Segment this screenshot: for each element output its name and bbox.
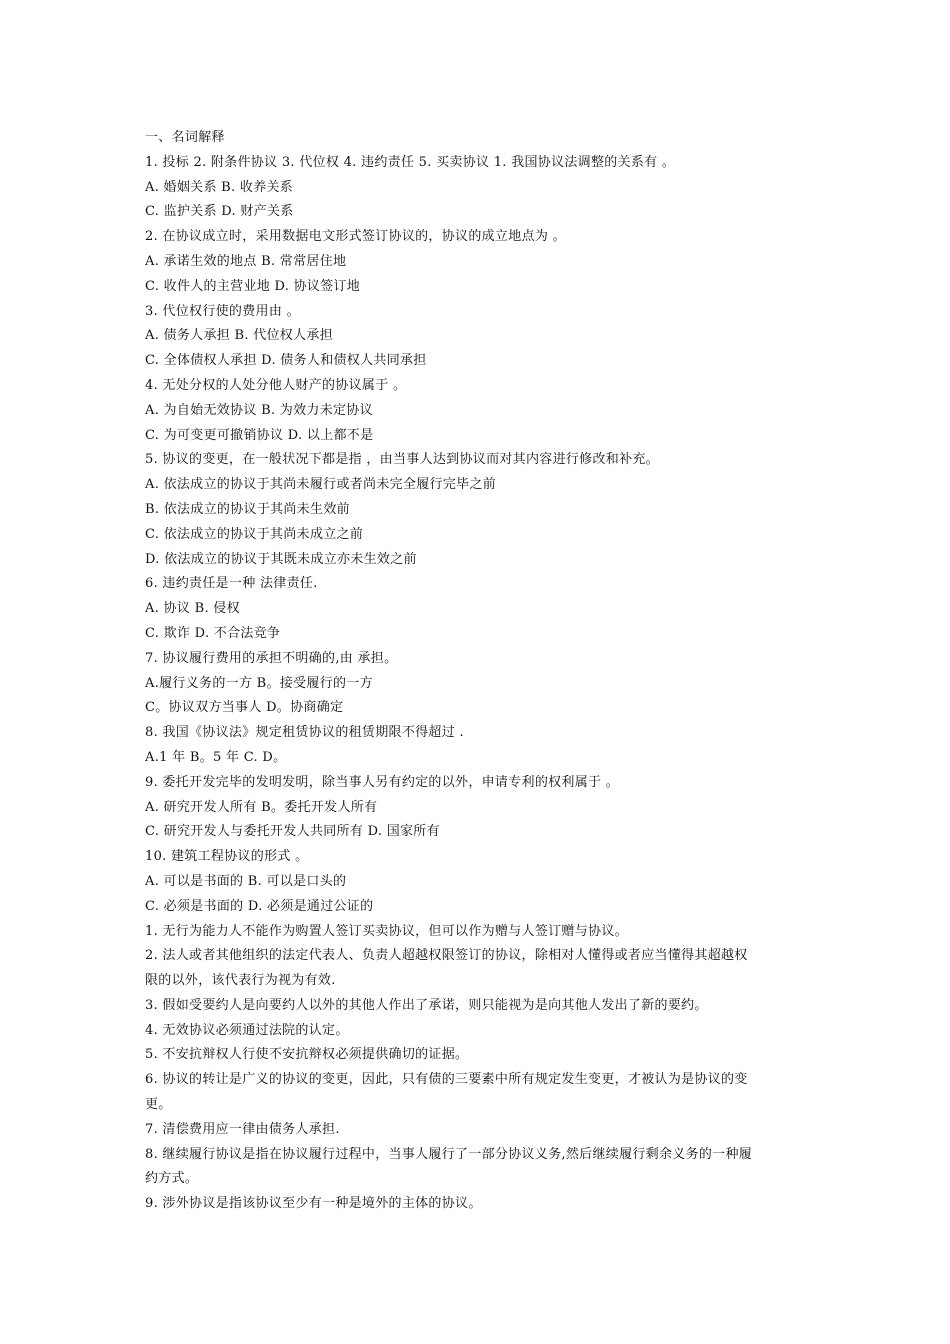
text-line: A. 协议 B. 侵权 <box>145 601 240 617</box>
text-line: C. 监护关系 D. 财产关系 <box>145 204 294 220</box>
text-line: A. 为自始无效协议 B. 为效力未定协议 <box>145 402 373 418</box>
text-line: A. 研究开发人所有 B。委托开发人所有 <box>145 799 378 815</box>
section-heading: 一、名词解释 <box>145 130 225 145</box>
text-line: 1. 投标 2. 附条件协议 3. 代位权 4. 违约责任 5. 买卖协议 1. 我国协议法调整的关系有 。 <box>145 154 676 170</box>
text-line: 7. 清偿费用应一律由债务人承担. <box>145 1121 340 1137</box>
text-line: 7. 协议履行费用的承担不明确的,由 承担。 <box>145 650 398 666</box>
text-line: A. 可以是书面的 B. 可以是口头的 <box>145 873 347 889</box>
text-line: A. 依法成立的协议于其尚未履行或者尚未完全履行完毕之前 <box>145 477 497 493</box>
text-line: 5. 协议的变更，在一般状况下都是指 ，由当事人达到协议而对其内容进行修改和补充。 <box>145 452 659 468</box>
text-line: 6. 协议的转让是广义的协议的变更，因此，只有债的三要素中所有规定发生变更，才被认为是协议的变 <box>145 1072 748 1088</box>
text-line: 1. 无行为能力人不能作为购置人签订买卖协议，但可以作为赠与人签订赠与协议。 <box>145 923 628 939</box>
text-line: D. 依法成立的协议于其既未成立亦未生效之前 <box>145 551 417 567</box>
text-line: C. 必须是书面的 D. 必须是通过公证的 <box>145 898 374 914</box>
text-line: B. 依法成立的协议于其尚未生效前 <box>145 501 350 517</box>
text-line: C. 为可变更可撤销协议 D. 以上都不是 <box>145 427 374 443</box>
text-line: A. 债务人承担 B. 代位权人承担 <box>145 328 334 344</box>
text-line: 8. 我国《协议法》规定租赁协议的租赁期限不得超过 . <box>145 725 464 741</box>
text-line: C. 研究开发人与委托开发人共同所有 D. 国家所有 <box>145 824 440 840</box>
text-line: 9. 涉外协议是指该协议至少有一种是境外的主体的协议。 <box>145 1196 482 1212</box>
text-line: 8. 继续履行协议是指在协议履行过程中，当事人履行了一部分协议义务,然后继续履行剩余义务的一种履 <box>145 1146 753 1162</box>
text-line: C. 收件人的主营业地 D. 协议签订地 <box>145 278 361 294</box>
text-line: C. 依法成立的协议于其尚未成立之前 <box>145 526 364 542</box>
text-line: A. 承诺生效的地点 B. 常常居住地 <box>145 253 347 269</box>
text-line: A. 婚姻关系 B. 收养关系 <box>145 179 294 195</box>
text-line: 3. 代位权行使的费用由 。 <box>145 303 300 319</box>
text-line: C. 全体债权人承担 D. 债务人和债权人共同承担 <box>145 353 427 369</box>
text-line: 10. 建筑工程协议的形式 。 <box>145 849 309 865</box>
text-line: 6. 违约责任是一种 法律责任. <box>145 576 318 592</box>
text-line: 9. 委托开发完毕的发明发明，除当事人另有约定的以外，申请专利的权利属于 。 <box>145 774 620 790</box>
text-line: 2. 在协议成立时，采用数据电文形式签订协议的，协议的成立地点为 。 <box>145 229 566 245</box>
text-line: 约方式。 <box>145 1171 199 1187</box>
text-line: 4. 无效协议必须通过法院的认定。 <box>145 1022 349 1038</box>
text-line: 2. 法人或者其他组织的法定代表人、负责人超越权限签订的协议，除相对人懂得或者应当懂得其超越权 <box>145 948 748 964</box>
text-line: 更。 <box>145 1097 172 1113</box>
text-line: A.1 年 B。5 年 C. D。 <box>145 749 287 765</box>
text-line: 4. 无处分权的人处分他人财产的协议属于 。 <box>145 377 407 393</box>
text-line: 5. 不安抗辩权人行使不安抗辩权必须提供确切的证据。 <box>145 1047 469 1063</box>
text-line: A.履行义务的一方 B。接受履行的一方 <box>145 675 373 691</box>
text-line: C。协议双方当事人 D。协商确定 <box>145 700 344 716</box>
text-line: C. 欺诈 D. 不合法竞争 <box>145 625 281 641</box>
text-line: 限的以外，该代表行为视为有效. <box>145 973 336 989</box>
document-body <box>145 126 810 1217</box>
text-line: 3. 假如受要约人是向要约人以外的其他人作出了承诺，则只能视为是向其他人发出了新的要约。 <box>145 997 708 1013</box>
